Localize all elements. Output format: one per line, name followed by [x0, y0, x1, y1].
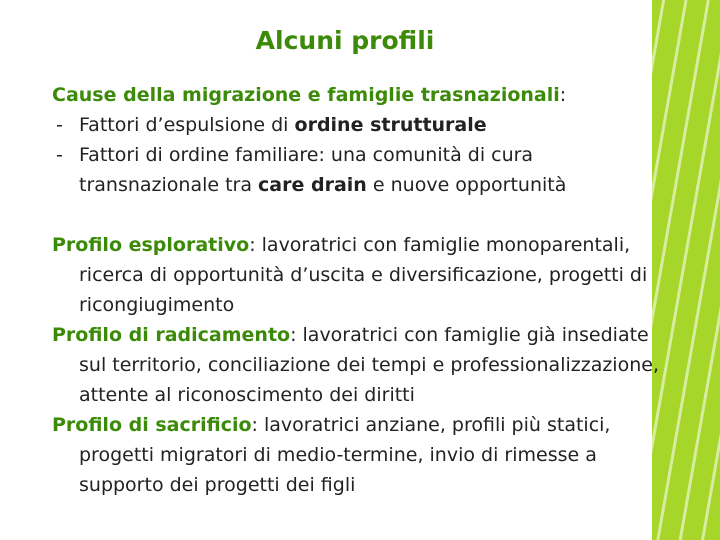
- list-item-text: Fattori d’espulsione di: [79, 114, 295, 136]
- list-item: [52, 110, 672, 140]
- dash-bullet: -: [56, 144, 63, 166]
- list-item-suffix: e nuove opportunità: [366, 174, 567, 196]
- spacer: [52, 200, 672, 230]
- causes-heading-text: Cause della migrazione e famiglie trasnazionali: [52, 84, 560, 106]
- list-item-bold: care drain: [258, 174, 367, 196]
- profile-name: Profilo esplorativo: [52, 234, 250, 256]
- list-item-bold: ordine strutturale: [294, 114, 487, 136]
- profile-name: Profilo di sacrificio: [52, 414, 252, 436]
- slide-body: [52, 80, 672, 500]
- profile-text: : lavoratrici anziane, profili più statici, progetti migratori di medio-termine, invio di rimesse a supporto dei progetti dei figli: [79, 414, 611, 496]
- causes-heading: [52, 80, 672, 110]
- dash-bullet: -: [56, 114, 63, 136]
- slide-title: Alcuni profili: [255, 26, 435, 55]
- profile-radicamento: [52, 320, 672, 410]
- profile-sacrificio: [52, 410, 672, 500]
- profile-esplorativo: [52, 230, 672, 320]
- list-item-text: Fattori di ordine familiare: una comunità di cura transnazionale tra: [79, 144, 534, 196]
- profile-text: : lavoratrici con famiglie già insediate sul territorio, conciliazione dei tempi e professionalizzazione, attente al riconoscimento dei diritti: [79, 324, 659, 406]
- list-item: [52, 140, 672, 200]
- profile-name: Profilo di radicamento: [52, 324, 291, 346]
- profile-text: : lavoratrici con famiglie monoparentali, ricerca di opportunità d’uscita e diversificazione, progetti di ricongiugimento: [79, 234, 648, 316]
- causes-heading-suffix: :: [559, 84, 567, 106]
